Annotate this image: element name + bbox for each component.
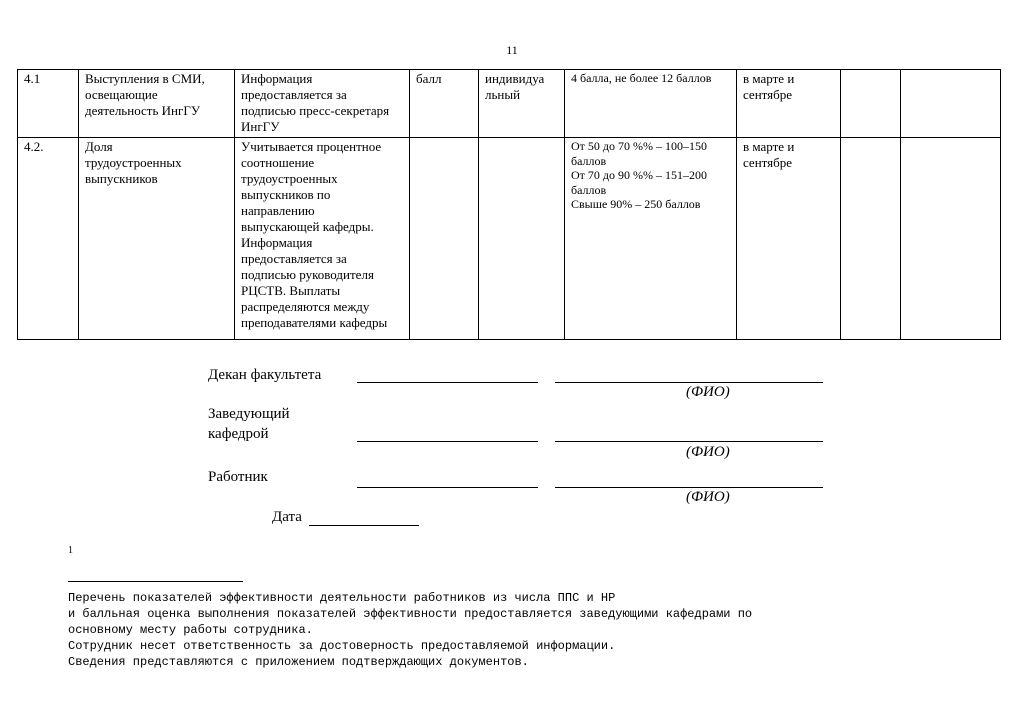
footnote-mark: 1 [68,545,73,556]
empty-cell [901,70,1001,138]
empty-cell [901,138,1001,340]
indicator-info: Информация предоставляется за подписью пресс-секретаря ИнгГУ [235,70,410,138]
dean-label: Декан факультета [208,367,322,383]
table-row [18,70,1001,138]
date-label: Дата [272,509,302,525]
page-number: 11 [506,43,518,57]
head-fio-caption: (ФИО) [686,444,730,460]
indicator-info: Учитывается процентное соотношение трудоустроенных выпускников по направлению выпускающей кафедры. Информация предоставляется за подписью руководителя РЦСТВ. Выплаты распределяются между преподавателями кафедры [235,138,410,340]
indicator-period: в марте и сентябре [737,70,841,138]
head-label-line2: кафедрой [208,426,269,442]
footnote-line: и балльная оценка выполнения показателей эффективности предоставляется заведующими кафедрами по [68,607,753,621]
row-number: 4.2. [18,138,79,340]
indicator-name: Выступления в СМИ, освещающие деятельность ИнгГУ [79,70,235,138]
table-row [18,138,1001,340]
head-name-line [555,424,823,442]
footnote-line: Перечень показателей эффективности деятельности работников из числа ППС и НР [68,591,616,605]
footnote-text [68,590,968,670]
indicator-score: 4 балла, не более 12 баллов [565,70,737,138]
dean-name-line [555,365,823,383]
indicator-type: индивидуа льный [479,70,565,138]
footnote-line: основному месту работы сотрудника. [68,623,313,637]
worker-signature-line [357,470,538,488]
footnote-line: Сведения представляются с приложением подтверждающих документов. [68,655,529,669]
indicator-unit [410,138,479,340]
footnote-line: Сотрудник несет ответственность за достоверность предоставляемой информации. [68,639,616,653]
dean-signature-line [357,365,538,383]
date-line [309,525,419,526]
indicator-score: От 50 до 70 %% – 100–150 баллов От 70 до 90 %% – 151–200 баллов Свыше 90% – 250 баллов [565,138,737,340]
empty-cell [841,138,901,340]
row-number: 4.1 [18,70,79,138]
footnote-separator [68,581,243,582]
indicator-unit: балл [410,70,479,138]
head-signature-line [357,424,538,442]
indicator-period: в марте и сентябре [737,138,841,340]
indicators-table [17,69,1001,340]
indicator-name: Доля трудоустроенных выпускников [79,138,235,340]
head-label-line1: Заведующий [208,406,290,422]
indicator-type [479,138,565,340]
worker-fio-caption: (ФИО) [686,489,730,505]
dean-fio-caption: (ФИО) [686,384,730,400]
empty-cell [841,70,901,138]
worker-name-line [555,470,823,488]
worker-label: Работник [208,469,268,485]
